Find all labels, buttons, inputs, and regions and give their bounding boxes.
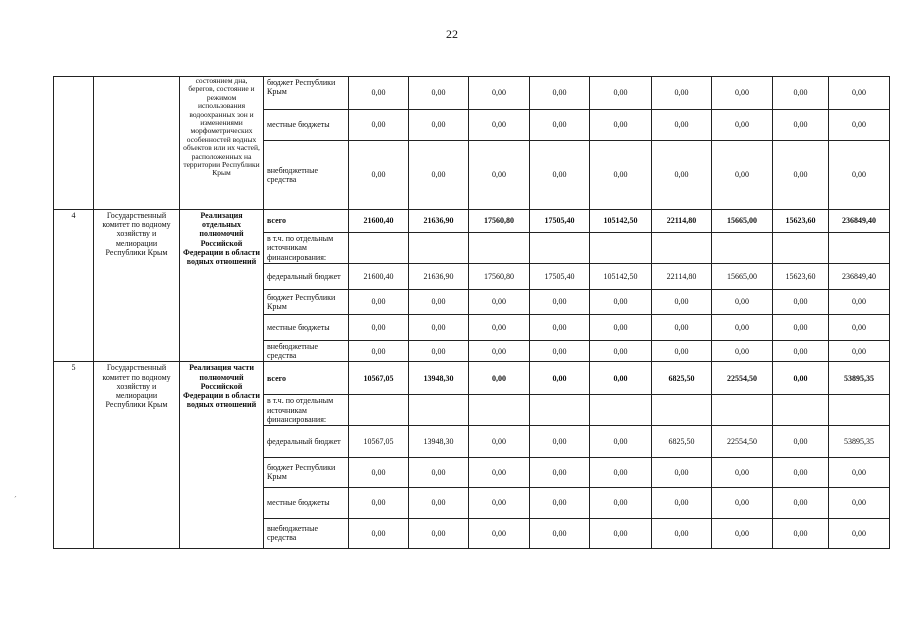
- value-cell: [349, 233, 409, 264]
- value-cell: [349, 395, 409, 426]
- executor-cell: [94, 77, 180, 210]
- value-cell: [409, 395, 469, 426]
- source-cell: внебюджетные средства: [264, 141, 349, 210]
- value-cell: 0,00: [773, 290, 829, 315]
- value-cell: 0,00: [409, 315, 469, 341]
- value-cell: 0,00: [349, 487, 409, 518]
- value-cell: 105142,50: [590, 264, 652, 290]
- value-cell: 0,00: [712, 141, 773, 210]
- value-cell: [652, 233, 712, 264]
- value-cell: 0,00: [530, 362, 590, 395]
- value-cell: 0,00: [469, 425, 530, 457]
- value-cell: 0,00: [712, 290, 773, 315]
- value-cell: 21636,90: [409, 264, 469, 290]
- value-cell: 53895,35: [829, 425, 890, 457]
- value-cell: 0,00: [829, 141, 890, 210]
- value-cell: 21636,90: [409, 210, 469, 233]
- event-cell: Реализация отдельных полномочий Российской Федерации в области водных отношений: [180, 210, 264, 362]
- value-cell: [773, 233, 829, 264]
- value-cell: 0,00: [773, 315, 829, 341]
- value-cell: 53895,35: [829, 362, 890, 395]
- value-cell: 0,00: [652, 110, 712, 141]
- value-cell: [469, 395, 530, 426]
- value-cell: 0,00: [409, 110, 469, 141]
- value-cell: 22554,50: [712, 425, 773, 457]
- funding-table: [53, 76, 890, 549]
- value-cell: 0,00: [590, 487, 652, 518]
- source-cell: в т.ч. по отдельным источникам финансирования:: [264, 395, 349, 426]
- value-cell: 0,00: [349, 290, 409, 315]
- value-cell: 0,00: [469, 518, 530, 548]
- executor-cell: Государственный комитет по водному хозяйству и мелиорации Республики Крым: [94, 210, 180, 362]
- value-cell: [773, 395, 829, 426]
- value-cell: 0,00: [773, 425, 829, 457]
- value-cell: 10567,05: [349, 425, 409, 457]
- value-cell: 17505,40: [530, 264, 590, 290]
- value-cell: 0,00: [712, 110, 773, 141]
- value-cell: 0,00: [409, 518, 469, 548]
- value-cell: 0,00: [530, 425, 590, 457]
- value-cell: 21600,40: [349, 210, 409, 233]
- value-cell: 0,00: [590, 341, 652, 362]
- value-cell: 0,00: [829, 457, 890, 487]
- source-cell: всего: [264, 210, 349, 233]
- value-cell: [829, 395, 890, 426]
- value-cell: 0,00: [652, 141, 712, 210]
- value-cell: 13948,30: [409, 362, 469, 395]
- value-cell: 0,00: [829, 290, 890, 315]
- value-cell: 0,00: [530, 110, 590, 141]
- value-cell: 13948,30: [409, 425, 469, 457]
- value-cell: 0,00: [829, 110, 890, 141]
- source-cell: всего: [264, 362, 349, 395]
- value-cell: 0,00: [349, 518, 409, 548]
- source-cell: бюджет Республики Крым: [264, 290, 349, 315]
- value-cell: 0,00: [530, 341, 590, 362]
- number-cell: 4: [54, 210, 94, 362]
- number-cell: 5: [54, 362, 94, 549]
- value-cell: 0,00: [469, 362, 530, 395]
- value-cell: 0,00: [773, 457, 829, 487]
- executor-cell: Государственный комитет по водному хозяйству и мелиорации Республики Крым: [94, 362, 180, 549]
- value-cell: 21600,40: [349, 264, 409, 290]
- value-cell: 0,00: [590, 77, 652, 110]
- value-cell: 0,00: [773, 141, 829, 210]
- source-cell: бюджет Республики Крым: [264, 457, 349, 487]
- value-cell: 0,00: [349, 77, 409, 110]
- value-cell: 0,00: [712, 315, 773, 341]
- event-cell: состоянием дна, берегов, состояние и режимом использования водоохранных зон и изменениями морфометрических особенностей водных объектов или их частей, расположенных на территории Республики Крым: [180, 77, 264, 210]
- value-cell: 0,00: [590, 362, 652, 395]
- value-cell: 0,00: [590, 457, 652, 487]
- source-cell: федеральный бюджет: [264, 264, 349, 290]
- value-cell: 0,00: [349, 457, 409, 487]
- value-cell: 0,00: [469, 77, 530, 110]
- value-cell: 0,00: [530, 457, 590, 487]
- value-cell: 22114,80: [652, 264, 712, 290]
- value-cell: 0,00: [590, 141, 652, 210]
- value-cell: 0,00: [712, 341, 773, 362]
- value-cell: 0,00: [469, 457, 530, 487]
- value-cell: 0,00: [773, 518, 829, 548]
- source-cell: внебюджетные средства: [264, 341, 349, 362]
- value-cell: 0,00: [409, 487, 469, 518]
- value-cell: 0,00: [530, 290, 590, 315]
- value-cell: 0,00: [829, 341, 890, 362]
- value-cell: [590, 395, 652, 426]
- value-cell: 0,00: [652, 315, 712, 341]
- value-cell: 17560,80: [469, 210, 530, 233]
- value-cell: 0,00: [409, 77, 469, 110]
- value-cell: 0,00: [829, 77, 890, 110]
- value-cell: 15623,60: [773, 264, 829, 290]
- value-cell: 6825,50: [652, 425, 712, 457]
- value-cell: 0,00: [469, 341, 530, 362]
- value-cell: 0,00: [469, 110, 530, 141]
- value-cell: 0,00: [590, 425, 652, 457]
- value-cell: 0,00: [530, 518, 590, 548]
- value-cell: 0,00: [349, 315, 409, 341]
- value-cell: 15623,60: [773, 210, 829, 233]
- table-body: [54, 77, 890, 549]
- value-cell: [652, 395, 712, 426]
- value-cell: [469, 233, 530, 264]
- value-cell: 22114,80: [652, 210, 712, 233]
- value-cell: 17505,40: [530, 210, 590, 233]
- value-cell: 236849,40: [829, 210, 890, 233]
- value-cell: 0,00: [590, 518, 652, 548]
- source-cell: местные бюджеты: [264, 487, 349, 518]
- value-cell: 236849,40: [829, 264, 890, 290]
- value-cell: 0,00: [590, 290, 652, 315]
- table-row: [54, 77, 890, 110]
- value-cell: 0,00: [409, 290, 469, 315]
- value-cell: 0,00: [652, 290, 712, 315]
- value-cell: 0,00: [773, 77, 829, 110]
- value-cell: 22554,50: [712, 362, 773, 395]
- value-cell: 0,00: [712, 487, 773, 518]
- value-cell: [530, 233, 590, 264]
- value-cell: 0,00: [530, 77, 590, 110]
- page-number: 22: [446, 27, 458, 41]
- value-cell: 0,00: [469, 315, 530, 341]
- value-cell: 0,00: [530, 315, 590, 341]
- value-cell: 6825,50: [652, 362, 712, 395]
- event-cell: Реализация части полномочий Российской Федерации в области водных отношений: [180, 362, 264, 549]
- value-cell: 0,00: [409, 141, 469, 210]
- stray-mark: ˊ: [14, 495, 17, 504]
- value-cell: 0,00: [829, 518, 890, 548]
- value-cell: 10567,05: [349, 362, 409, 395]
- value-cell: 0,00: [712, 457, 773, 487]
- value-cell: 0,00: [349, 141, 409, 210]
- value-cell: [590, 233, 652, 264]
- value-cell: 0,00: [469, 290, 530, 315]
- value-cell: 0,00: [652, 487, 712, 518]
- value-cell: 0,00: [349, 110, 409, 141]
- value-cell: 0,00: [773, 362, 829, 395]
- source-cell: в т.ч. по отдельным источникам финансирования:: [264, 233, 349, 264]
- source-cell: внебюджетные средства: [264, 518, 349, 548]
- value-cell: 0,00: [652, 77, 712, 110]
- table-row: [54, 210, 890, 233]
- value-cell: 17560,80: [469, 264, 530, 290]
- value-cell: 0,00: [469, 141, 530, 210]
- value-cell: 0,00: [652, 341, 712, 362]
- value-cell: [409, 233, 469, 264]
- value-cell: 0,00: [590, 315, 652, 341]
- value-cell: 0,00: [349, 341, 409, 362]
- source-cell: местные бюджеты: [264, 110, 349, 141]
- value-cell: 0,00: [773, 341, 829, 362]
- value-cell: [530, 395, 590, 426]
- value-cell: 0,00: [652, 518, 712, 548]
- value-cell: [712, 233, 773, 264]
- value-cell: 0,00: [530, 141, 590, 210]
- value-cell: 0,00: [409, 457, 469, 487]
- value-cell: 0,00: [590, 110, 652, 141]
- value-cell: 15665,00: [712, 264, 773, 290]
- value-cell: 0,00: [652, 457, 712, 487]
- value-cell: 0,00: [829, 315, 890, 341]
- value-cell: 0,00: [773, 110, 829, 141]
- value-cell: 0,00: [409, 341, 469, 362]
- value-cell: 0,00: [712, 77, 773, 110]
- number-cell: [54, 77, 94, 210]
- source-cell: бюджет Республики Крым: [264, 77, 349, 110]
- value-cell: 0,00: [712, 518, 773, 548]
- source-cell: федеральный бюджет: [264, 425, 349, 457]
- source-cell: местные бюджеты: [264, 315, 349, 341]
- value-cell: 0,00: [829, 487, 890, 518]
- table-row: [54, 362, 890, 395]
- value-cell: 0,00: [469, 487, 530, 518]
- value-cell: 15665,00: [712, 210, 773, 233]
- value-cell: [829, 233, 890, 264]
- value-cell: 0,00: [773, 487, 829, 518]
- value-cell: 105142,50: [590, 210, 652, 233]
- value-cell: 0,00: [530, 487, 590, 518]
- value-cell: [712, 395, 773, 426]
